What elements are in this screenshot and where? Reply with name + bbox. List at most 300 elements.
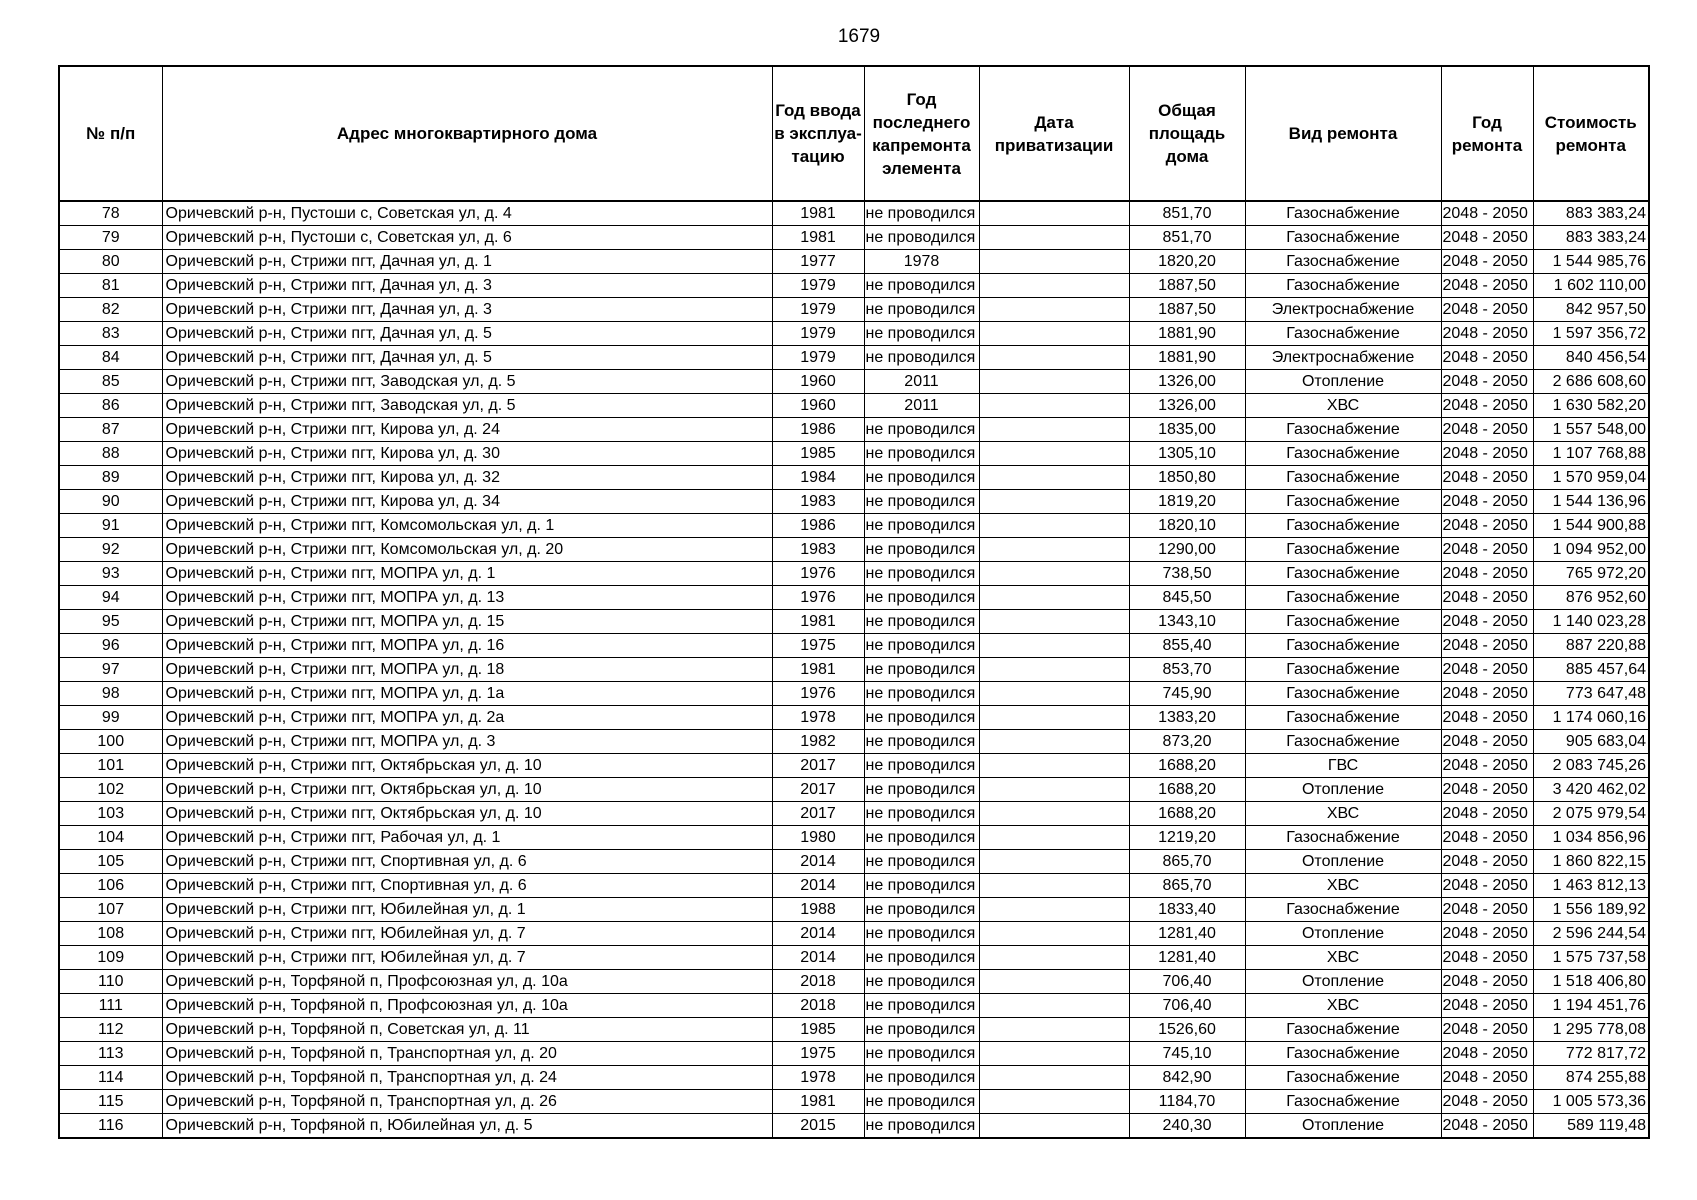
cell-num: 106 [59,874,162,898]
table-row [59,394,1649,418]
cell-repair-type: Газоснабжение [1245,706,1441,730]
cell-repair-year: 2048 - 2050 [1441,682,1533,706]
table-row [59,706,1649,730]
cell-repair-type: Газоснабжение [1245,201,1441,226]
table-row [59,1114,1649,1139]
cell-total-area: 1326,00 [1129,370,1245,394]
cell-privatization-date [979,994,1129,1018]
cell-repair-type: Газоснабжение [1245,1042,1441,1066]
cell-repair-year: 2048 - 2050 [1441,610,1533,634]
cell-num: 91 [59,514,162,538]
cell-privatization-date [979,850,1129,874]
cell-year-last-repair: не проводился [864,610,979,634]
cell-repair-type: Газоснабжение [1245,730,1441,754]
cell-num: 107 [59,898,162,922]
cell-year-last-repair: не проводился [864,298,979,322]
cell-repair-type: ХВС [1245,946,1441,970]
cell-year-commission: 1984 [772,466,864,490]
cell-year-commission: 1979 [772,274,864,298]
cell-year-last-repair: не проводился [864,1114,979,1139]
cell-num: 80 [59,250,162,274]
cell-year-commission: 1981 [772,226,864,250]
cell-total-area: 745,10 [1129,1042,1245,1066]
table-body [59,201,1649,1138]
cell-repair-type: Отопление [1245,370,1441,394]
cell-address: Оричевский р-н, Стрижи пгт, Кирова ул, д. 24 [162,418,772,442]
cell-year-commission: 1978 [772,706,864,730]
cell-year-last-repair: не проводился [864,970,979,994]
cell-address: Оричевский р-н, Стрижи пгт, Дачная ул, д. 3 [162,274,772,298]
table-row [59,730,1649,754]
cell-total-area: 845,50 [1129,586,1245,610]
cell-year-last-repair: 2011 [864,394,979,418]
cell-privatization-date [979,346,1129,370]
cell-year-last-repair: не проводился [864,1018,979,1042]
cell-address: Оричевский р-н, Стрижи пгт, МОПРА ул, д. 15 [162,610,772,634]
cell-repair-year: 2048 - 2050 [1441,946,1533,970]
cell-privatization-date [979,634,1129,658]
table-row [59,1018,1649,1042]
cell-privatization-date [979,1066,1129,1090]
cell-num: 101 [59,754,162,778]
cell-repair-year: 2048 - 2050 [1441,1114,1533,1139]
header-year-commission: Год ввода в эксплуа-тацию [772,66,864,201]
cell-address: Оричевский р-н, Торфяной п, Профсоюзная ул, д. 10а [162,994,772,1018]
cell-address: Оричевский р-н, Стрижи пгт, Спортивная ул, д. 6 [162,850,772,874]
cell-num: 102 [59,778,162,802]
cell-privatization-date [979,370,1129,394]
cell-address: Оричевский р-н, Стрижи пгт, МОПРА ул, д. 1 [162,562,772,586]
table-row [59,466,1649,490]
cell-privatization-date [979,874,1129,898]
cell-repair-type: Газоснабжение [1245,562,1441,586]
cell-year-commission: 1982 [772,730,864,754]
cell-num: 86 [59,394,162,418]
cell-repair-type: Электроснабжение [1245,298,1441,322]
cell-year-commission: 1986 [772,514,864,538]
cell-privatization-date [979,922,1129,946]
table-row [59,802,1649,826]
cell-repair-type: Отопление [1245,970,1441,994]
header-total-area: Общая площадь дома [1129,66,1245,201]
cell-num: 78 [59,201,162,226]
cell-total-area: 706,40 [1129,994,1245,1018]
cell-year-last-repair: не проводился [864,466,979,490]
header-repair-type: Вид ремонта [1245,66,1441,201]
cell-privatization-date [979,322,1129,346]
cell-address: Оричевский р-н, Стрижи пгт, Юбилейная ул, д. 7 [162,922,772,946]
cell-repair-cost: 2 083 745,26 [1533,754,1649,778]
cell-num: 79 [59,226,162,250]
cell-repair-cost: 1 544 900,88 [1533,514,1649,538]
cell-address: Оричевский р-н, Пустоши с, Советская ул, д. 4 [162,201,772,226]
cell-repair-cost: 765 972,20 [1533,562,1649,586]
cell-address: Оричевский р-н, Стрижи пгт, Рабочая ул, д. 1 [162,826,772,850]
cell-repair-cost: 1 570 959,04 [1533,466,1649,490]
cell-privatization-date [979,946,1129,970]
cell-repair-type: ХВС [1245,394,1441,418]
cell-repair-year: 2048 - 2050 [1441,394,1533,418]
table-row [59,586,1649,610]
cell-repair-year: 2048 - 2050 [1441,274,1533,298]
table-row [59,442,1649,466]
cell-repair-year: 2048 - 2050 [1441,898,1533,922]
table-row [59,418,1649,442]
cell-address: Оричевский р-н, Торфяной п, Транспортная ул, д. 26 [162,1090,772,1114]
cell-address: Оричевский р-н, Стрижи пгт, Дачная ул, д. 1 [162,250,772,274]
cell-total-area: 1688,20 [1129,754,1245,778]
cell-total-area: 1290,00 [1129,538,1245,562]
cell-privatization-date [979,466,1129,490]
cell-repair-type: Отопление [1245,1114,1441,1139]
cell-privatization-date [979,682,1129,706]
table-row [59,922,1649,946]
cell-address: Оричевский р-н, Торфяной п, Транспортная ул, д. 20 [162,1042,772,1066]
cell-repair-type: Газоснабжение [1245,442,1441,466]
cell-address: Оричевский р-н, Стрижи пгт, МОПРА ул, д. 13 [162,586,772,610]
cell-privatization-date [979,490,1129,514]
cell-total-area: 1526,60 [1129,1018,1245,1042]
cell-year-commission: 1981 [772,1090,864,1114]
cell-total-area: 738,50 [1129,562,1245,586]
cell-privatization-date [979,658,1129,682]
cell-year-last-repair: не проводился [864,418,979,442]
table-row [59,778,1649,802]
cell-repair-type: ХВС [1245,802,1441,826]
cell-repair-cost: 840 456,54 [1533,346,1649,370]
cell-repair-year: 2048 - 2050 [1441,514,1533,538]
cell-repair-type: Газоснабжение [1245,586,1441,610]
cell-total-area: 853,70 [1129,658,1245,682]
cell-year-last-repair: не проводился [864,802,979,826]
cell-repair-cost: 1 140 023,28 [1533,610,1649,634]
cell-year-last-repair: не проводился [864,730,979,754]
cell-privatization-date [979,1114,1129,1139]
cell-repair-year: 2048 - 2050 [1441,922,1533,946]
table-row [59,562,1649,586]
cell-year-commission: 2014 [772,922,864,946]
cell-privatization-date [979,1042,1129,1066]
table-row [59,250,1649,274]
table-row [59,970,1649,994]
cell-total-area: 1281,40 [1129,946,1245,970]
cell-num: 103 [59,802,162,826]
table-row [59,874,1649,898]
cell-year-commission: 2018 [772,994,864,1018]
cell-year-last-repair: не проводился [864,586,979,610]
cell-repair-year: 2048 - 2050 [1441,201,1533,226]
cell-repair-type: Отопление [1245,850,1441,874]
cell-year-last-repair: не проводился [864,922,979,946]
cell-privatization-date [979,226,1129,250]
cell-repair-year: 2048 - 2050 [1441,370,1533,394]
cell-num: 109 [59,946,162,970]
cell-repair-year: 2048 - 2050 [1441,562,1533,586]
cell-repair-cost: 842 957,50 [1533,298,1649,322]
cell-address: Оричевский р-н, Стрижи пгт, Заводская ул, д. 5 [162,394,772,418]
cell-repair-year: 2048 - 2050 [1441,586,1533,610]
cell-year-last-repair: не проводился [864,1090,979,1114]
header-privatization-date: Дата приватизации [979,66,1129,201]
cell-year-last-repair: не проводился [864,490,979,514]
cell-year-commission: 1981 [772,201,864,226]
cell-repair-cost: 1 094 952,00 [1533,538,1649,562]
cell-year-last-repair: 2011 [864,370,979,394]
table-row [59,610,1649,634]
cell-repair-year: 2048 - 2050 [1441,802,1533,826]
cell-address: Оричевский р-н, Стрижи пгт, МОПРА ул, д. 16 [162,634,772,658]
table-row [59,346,1649,370]
cell-repair-type: Газоснабжение [1245,898,1441,922]
cell-repair-year: 2048 - 2050 [1441,874,1533,898]
cell-repair-cost: 1 544 985,76 [1533,250,1649,274]
cell-year-commission: 1976 [772,682,864,706]
table-row [59,850,1649,874]
cell-year-commission: 1983 [772,538,864,562]
cell-repair-type: ГВС [1245,754,1441,778]
cell-address: Оричевский р-н, Стрижи пгт, Дачная ул, д. 3 [162,298,772,322]
cell-address: Оричевский р-н, Торфяной п, Юбилейная ул, д. 5 [162,1114,772,1139]
cell-year-commission: 1986 [772,418,864,442]
table-row [59,201,1649,226]
cell-num: 114 [59,1066,162,1090]
cell-num: 105 [59,850,162,874]
cell-total-area: 240,30 [1129,1114,1245,1139]
cell-address: Оричевский р-н, Стрижи пгт, Кирова ул, д. 30 [162,442,772,466]
cell-repair-year: 2048 - 2050 [1441,1090,1533,1114]
cell-privatization-date [979,610,1129,634]
cell-repair-type: Газоснабжение [1245,538,1441,562]
cell-repair-cost: 885 457,64 [1533,658,1649,682]
cell-repair-type: Газоснабжение [1245,1090,1441,1114]
cell-num: 88 [59,442,162,466]
cell-repair-type: Газоснабжение [1245,682,1441,706]
table-row [59,898,1649,922]
cell-num: 97 [59,658,162,682]
cell-privatization-date [979,394,1129,418]
cell-repair-type: Газоснабжение [1245,466,1441,490]
cell-year-commission: 2014 [772,874,864,898]
cell-total-area: 1881,90 [1129,346,1245,370]
cell-total-area: 706,40 [1129,970,1245,994]
cell-repair-year: 2048 - 2050 [1441,1042,1533,1066]
cell-address: Оричевский р-н, Стрижи пгт, Кирова ул, д. 32 [162,466,772,490]
cell-year-last-repair: не проводился [864,346,979,370]
cell-year-commission: 1988 [772,898,864,922]
cell-repair-year: 2048 - 2050 [1441,970,1533,994]
cell-privatization-date [979,1018,1129,1042]
cell-year-commission: 1960 [772,394,864,418]
cell-repair-type: Газоснабжение [1245,634,1441,658]
cell-address: Оричевский р-н, Стрижи пгт, Спортивная ул, д. 6 [162,874,772,898]
cell-year-commission: 1975 [772,634,864,658]
cell-repair-year: 2048 - 2050 [1441,250,1533,274]
cell-total-area: 1326,00 [1129,394,1245,418]
cell-privatization-date [979,562,1129,586]
cell-repair-type: ХВС [1245,994,1441,1018]
cell-year-commission: 2017 [772,802,864,826]
header-repair-year: Год ремонта [1441,66,1533,201]
cell-repair-cost: 876 952,60 [1533,586,1649,610]
cell-total-area: 1305,10 [1129,442,1245,466]
cell-address: Оричевский р-н, Стрижи пгт, Октябрьская ул, д. 10 [162,802,772,826]
cell-privatization-date [979,802,1129,826]
cell-year-last-repair: не проводился [864,634,979,658]
cell-num: 93 [59,562,162,586]
cell-year-commission: 1960 [772,370,864,394]
cell-total-area: 1887,50 [1129,274,1245,298]
cell-repair-year: 2048 - 2050 [1441,1066,1533,1090]
table-row [59,490,1649,514]
table-row [59,826,1649,850]
cell-total-area: 1833,40 [1129,898,1245,922]
cell-year-commission: 1975 [772,1042,864,1066]
cell-repair-cost: 1 602 110,00 [1533,274,1649,298]
cell-year-commission: 1979 [772,298,864,322]
cell-privatization-date [979,706,1129,730]
cell-num: 84 [59,346,162,370]
repair-table [58,65,1650,1139]
cell-year-commission: 1977 [772,250,864,274]
cell-repair-cost: 1 034 856,96 [1533,826,1649,850]
cell-repair-cost: 1 556 189,92 [1533,898,1649,922]
table-row [59,298,1649,322]
cell-repair-type: Газоснабжение [1245,658,1441,682]
cell-year-commission: 2018 [772,970,864,994]
cell-total-area: 1887,50 [1129,298,1245,322]
cell-repair-type: Газоснабжение [1245,514,1441,538]
cell-total-area: 1184,70 [1129,1090,1245,1114]
cell-repair-year: 2048 - 2050 [1441,298,1533,322]
cell-total-area: 851,70 [1129,226,1245,250]
table-header-row [59,66,1649,201]
header-num: № п/п [59,66,162,201]
cell-year-last-repair: не проводился [864,682,979,706]
cell-repair-cost: 772 817,72 [1533,1042,1649,1066]
cell-num: 98 [59,682,162,706]
table-row [59,322,1649,346]
cell-repair-type: Газоснабжение [1245,250,1441,274]
cell-num: 83 [59,322,162,346]
cell-repair-year: 2048 - 2050 [1441,658,1533,682]
cell-repair-cost: 1 194 451,76 [1533,994,1649,1018]
cell-year-commission: 1979 [772,322,864,346]
table-row [59,226,1649,250]
cell-year-commission: 1979 [772,346,864,370]
cell-repair-cost: 1 518 406,80 [1533,970,1649,994]
cell-total-area: 1819,20 [1129,490,1245,514]
cell-total-area: 1688,20 [1129,778,1245,802]
table-row [59,994,1649,1018]
cell-repair-cost: 1 107 768,88 [1533,442,1649,466]
cell-year-last-repair: не проводился [864,826,979,850]
cell-year-last-repair: не проводился [864,514,979,538]
cell-privatization-date [979,538,1129,562]
cell-repair-cost: 2 596 244,54 [1533,922,1649,946]
cell-repair-type: Газоснабжение [1245,490,1441,514]
cell-num: 113 [59,1042,162,1066]
cell-year-last-repair: не проводился [864,1042,979,1066]
cell-privatization-date [979,826,1129,850]
cell-repair-year: 2048 - 2050 [1441,346,1533,370]
header-repair-cost: Стоимость ремонта [1533,66,1649,201]
cell-num: 110 [59,970,162,994]
cell-repair-year: 2048 - 2050 [1441,754,1533,778]
cell-total-area: 1343,10 [1129,610,1245,634]
cell-year-last-repair: не проводился [864,538,979,562]
cell-year-commission: 1976 [772,586,864,610]
table-row [59,682,1649,706]
cell-repair-cost: 1 557 548,00 [1533,418,1649,442]
cell-year-last-repair: не проводился [864,706,979,730]
cell-year-last-repair: не проводился [864,274,979,298]
cell-repair-cost: 589 119,48 [1533,1114,1649,1139]
cell-num: 100 [59,730,162,754]
cell-repair-year: 2048 - 2050 [1441,466,1533,490]
cell-privatization-date [979,514,1129,538]
cell-repair-year: 2048 - 2050 [1441,490,1533,514]
cell-year-last-repair: не проводился [864,778,979,802]
cell-address: Оричевский р-н, Стрижи пгт, Октябрьская ул, д. 10 [162,754,772,778]
cell-repair-cost: 1 174 060,16 [1533,706,1649,730]
cell-year-commission: 1980 [772,826,864,850]
cell-repair-type: Электроснабжение [1245,346,1441,370]
cell-repair-year: 2048 - 2050 [1441,442,1533,466]
cell-address: Оричевский р-н, Стрижи пгт, Дачная ул, д. 5 [162,322,772,346]
cell-year-commission: 2017 [772,754,864,778]
cell-address: Оричевский р-н, Стрижи пгт, МОПРА ул, д. 18 [162,658,772,682]
cell-repair-cost: 883 383,24 [1533,226,1649,250]
cell-year-last-repair: не проводился [864,850,979,874]
cell-address: Оричевский р-н, Стрижи пгт, Комсомольская ул, д. 1 [162,514,772,538]
cell-repair-type: Газоснабжение [1245,322,1441,346]
cell-repair-year: 2048 - 2050 [1441,994,1533,1018]
cell-num: 99 [59,706,162,730]
cell-repair-type: Газоснабжение [1245,826,1441,850]
cell-total-area: 1383,20 [1129,706,1245,730]
cell-repair-year: 2048 - 2050 [1441,418,1533,442]
cell-year-commission: 1985 [772,442,864,466]
cell-privatization-date [979,730,1129,754]
cell-address: Оричевский р-н, Стрижи пгт, Октябрьская ул, д. 10 [162,778,772,802]
cell-repair-cost: 905 683,04 [1533,730,1649,754]
cell-num: 82 [59,298,162,322]
cell-repair-year: 2048 - 2050 [1441,850,1533,874]
cell-num: 108 [59,922,162,946]
cell-repair-year: 2048 - 2050 [1441,730,1533,754]
cell-privatization-date [979,418,1129,442]
cell-year-last-repair: не проводился [864,226,979,250]
cell-year-last-repair: не проводился [864,1066,979,1090]
cell-num: 81 [59,274,162,298]
cell-repair-type: Газоснабжение [1245,1066,1441,1090]
cell-year-last-repair: не проводился [864,562,979,586]
cell-address: Оричевский р-н, Стрижи пгт, Юбилейная ул, д. 7 [162,946,772,970]
cell-repair-cost: 3 420 462,02 [1533,778,1649,802]
cell-repair-year: 2048 - 2050 [1441,826,1533,850]
cell-repair-year: 2048 - 2050 [1441,634,1533,658]
cell-num: 112 [59,1018,162,1042]
cell-address: Оричевский р-н, Стрижи пгт, Кирова ул, д. 34 [162,490,772,514]
cell-num: 111 [59,994,162,1018]
table-row [59,274,1649,298]
cell-address: Оричевский р-н, Стрижи пгт, МОПРА ул, д. 3 [162,730,772,754]
cell-year-commission: 1981 [772,658,864,682]
cell-repair-cost: 1 544 136,96 [1533,490,1649,514]
cell-total-area: 865,70 [1129,874,1245,898]
cell-num: 87 [59,418,162,442]
table-row [59,946,1649,970]
